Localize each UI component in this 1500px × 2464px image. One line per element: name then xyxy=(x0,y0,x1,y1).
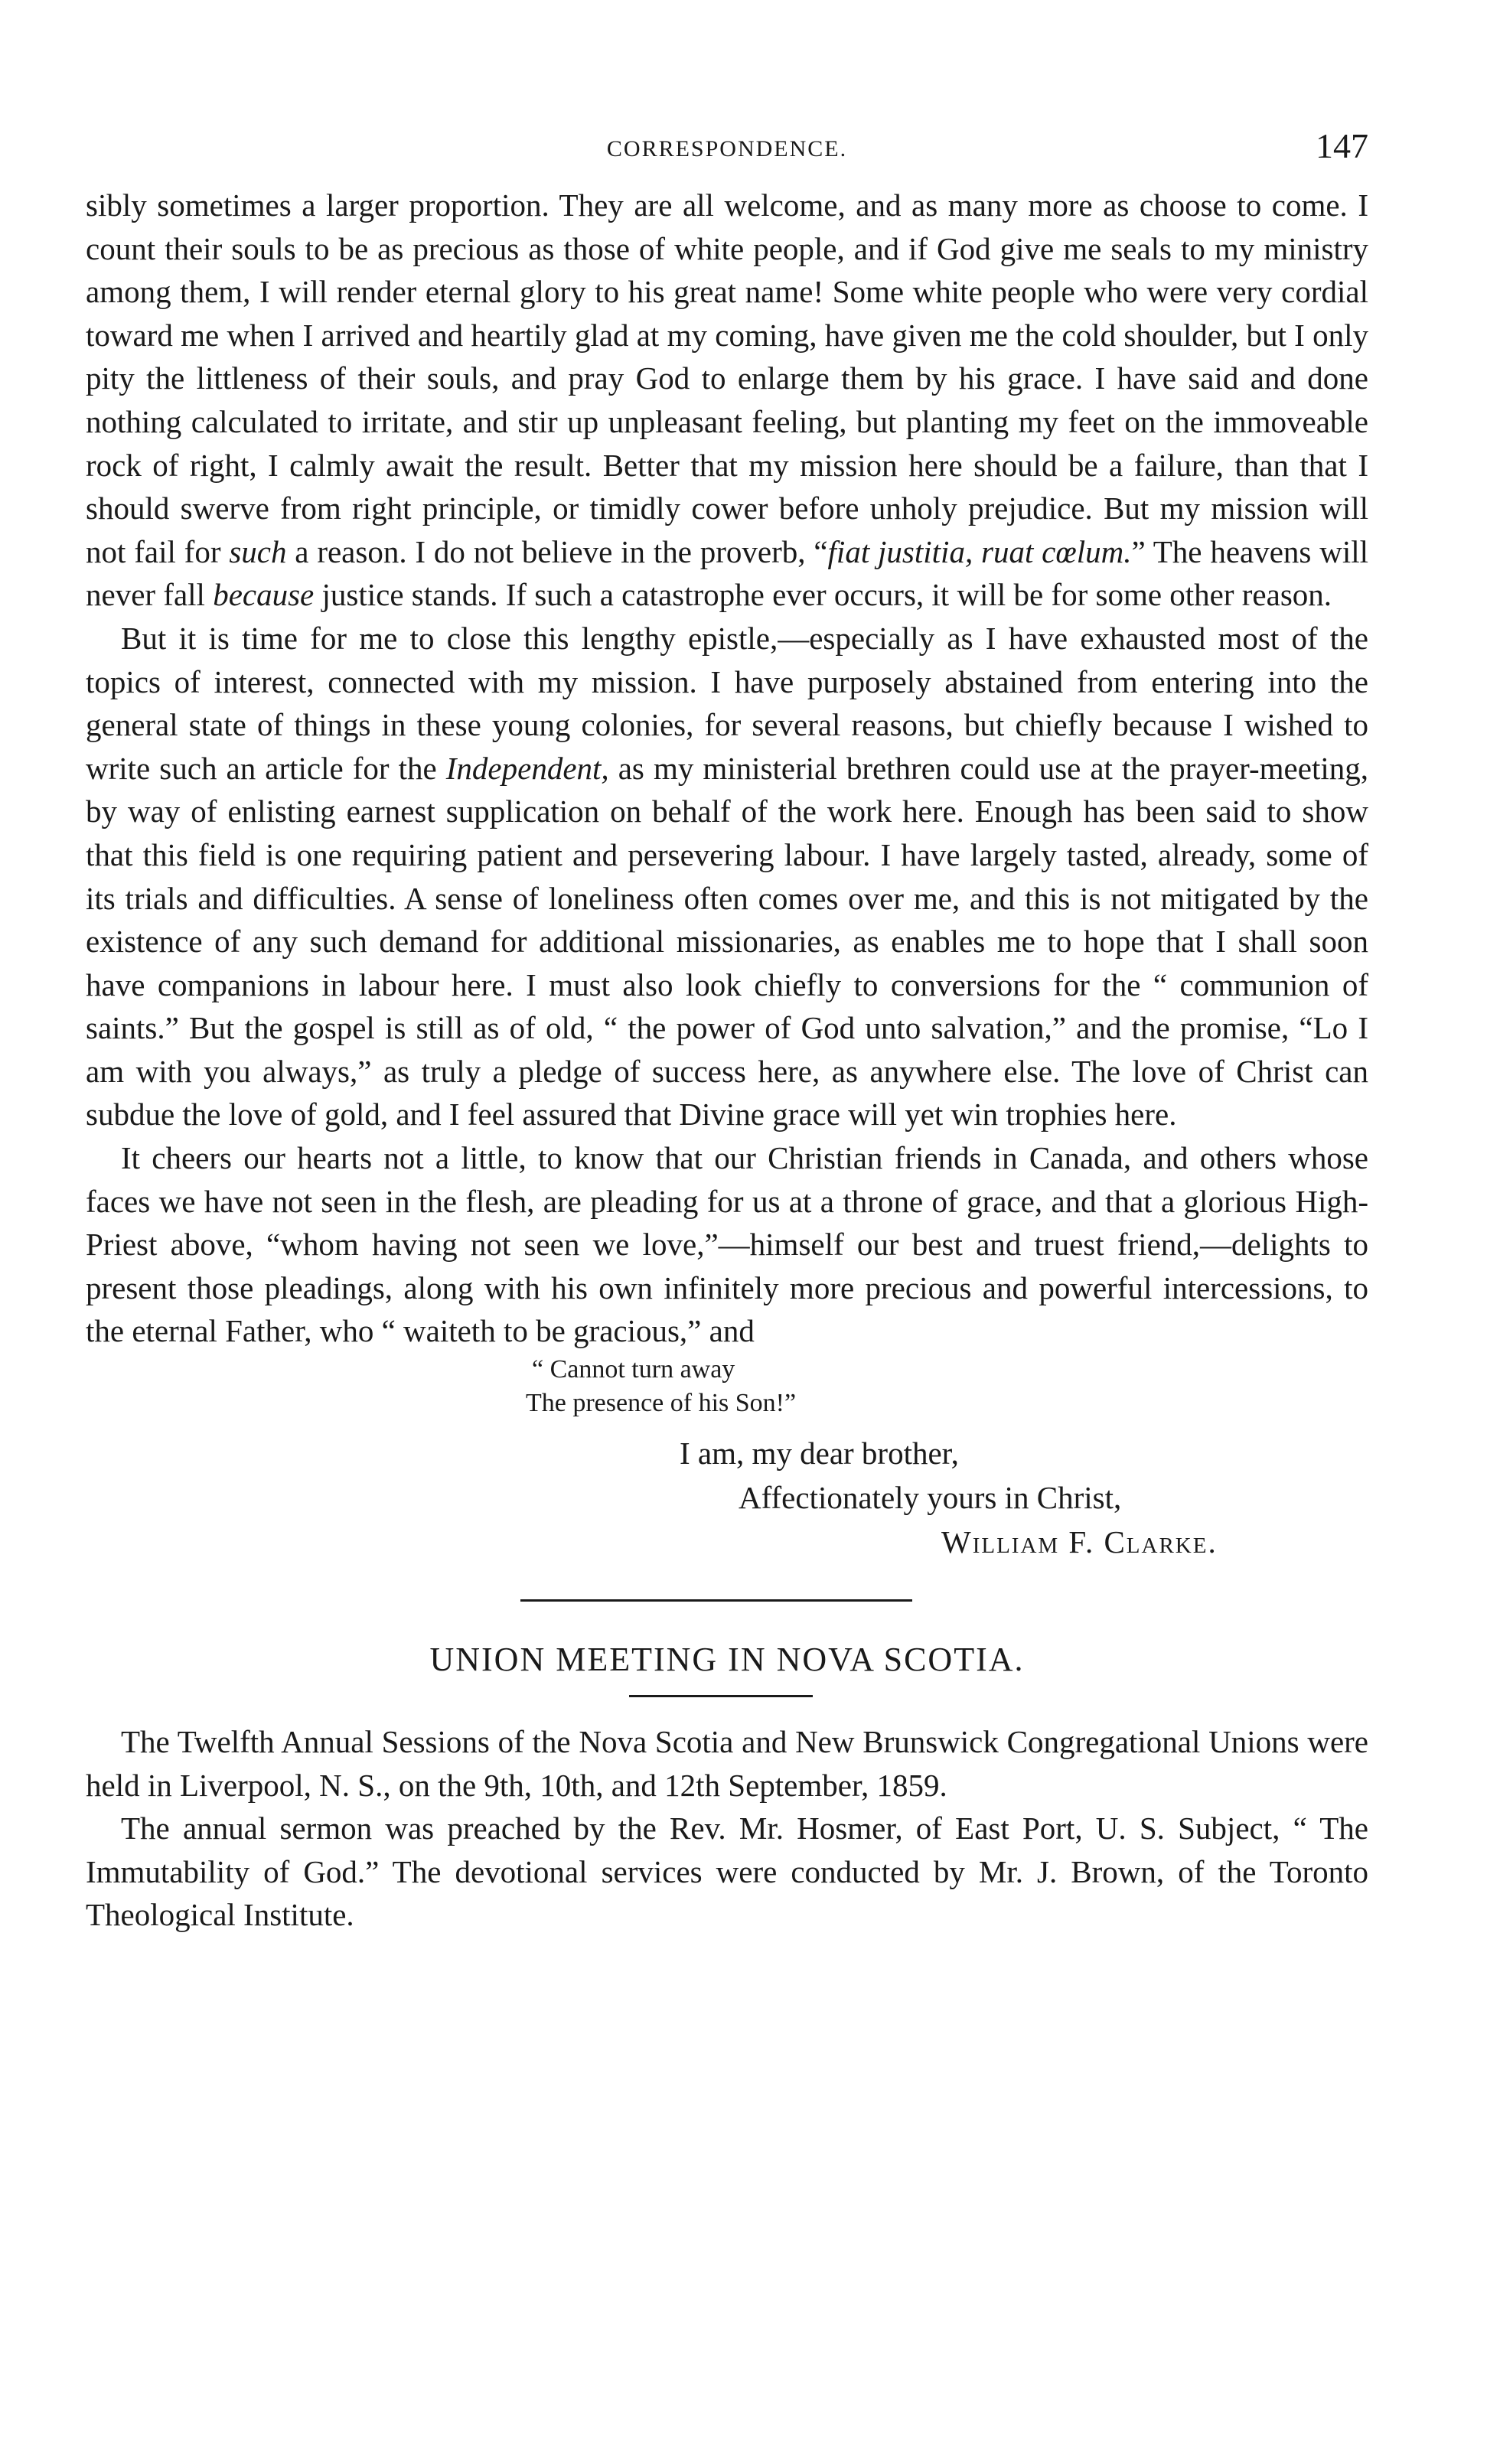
verse-quote xyxy=(526,1353,1368,1420)
verse-line-1: “ Cannot turn away xyxy=(532,1355,735,1384)
italic-text: such xyxy=(229,533,287,569)
letter-closing xyxy=(86,1431,1368,1564)
text-run: But it is time for me to close this lengthy epistle,—especially as I have exhausted most of the topics of interest, connected with my mission. I have purposely abstained from entering into the general state of things in these young colonies, for several reasons, but chiefly because I wished to write such an article for the xyxy=(86,620,1368,786)
letter-paragraph-3: It cheers our hearts not a little, to know that our Christian friends in Canada, and others whose faces we have not seen in the flesh, are pleading for us at a throne of grace, and that a glorious High-Priest above, “whom having not seen we love,”—himself our best and truest friend,—delights to present those pleadings, along with his own infinitely more precious and powerful intercessions, to the eternal Father, who “ waiteth to be gracious,” and xyxy=(86,1140,1368,1349)
closing-salutation: I am, my dear brother, xyxy=(680,1436,959,1472)
verse-line-2: The presence of his Son!” xyxy=(526,1389,797,1418)
italic-text: fiat justitia, ruat cœlum. xyxy=(827,533,1132,569)
text-run: justice stands. If such a catastrophe ever occurs, it will be for some other reason. xyxy=(314,577,1332,613)
section-paragraph-2: The annual sermon was preached by the Rev. Mr. Hosmer, of East Port, U. S. Subject, “ The Immutability of God.” The devotional services were conducted by Mr. J. Brown, of the Toronto Theological Institute. xyxy=(86,1811,1368,1933)
letter-paragraph-2 xyxy=(86,617,1368,1136)
book-page xyxy=(86,115,1368,1937)
text-run: sibly sometimes a larger proportion. They are all welcome, and as many more as choose to come. I count their souls to be as precious as those of white people, and if God give me seals to my ministry among them, I will render eternal glory to his great name! Some white people who were very cordial toward me when I arrived and heartily glad at my coming, have given me the cold shoulder, but I only pity the littleness of their souls, and pray God to enlarge them by his grace. I have said and done nothing calculated to irritate, and stir up unpleasant feeling, but planting my feet on the immoveable rock of right, I calmly await the result. Better that my mission here should be a failure, than that I should swerve from right principle, or timidly cower before unholy prejudice. But my mission will not fail for xyxy=(86,187,1368,569)
text-run: a reason. I do not believe in the proverb, “ xyxy=(286,533,828,569)
signature: William F. Clarke. xyxy=(941,1524,1218,1560)
text-run: as my ministerial brethren could use at the prayer-meeting, by way of enlisting earnest supplication on behalf of the work here. Enough has been said to show that this field is one requiring patient and persevering labour. I have largely tasted, already, some of its trials and difficulties. A sense of loneliness often comes over me, and this is not mitigated by the existence of any such demand for additional missionaries, as enables me to hope that I shall soon have companions in labour here. I must also look chiefly to conversions for the “ communion of saints.” But the gospel is still as of old, “ the power of God unto salvation,” and the promise, “Lo I am with you always,” as truly a pledge of success here, as anywhere else. The love of Christ can subdue the love of gold, and I feel assured that Divine grace will yet win trophies here. xyxy=(86,750,1368,1133)
running-header xyxy=(86,115,1368,184)
running-title: CORRESPONDENCE. xyxy=(606,136,848,161)
title-underline xyxy=(629,1695,813,1697)
letter-paragraph-1 xyxy=(86,184,1368,617)
text-run: ” The heavens will never fall xyxy=(86,533,1368,613)
section-paragraph-1: The Twelfth Annual Sessions of the Nova Scotia and New Brunswick Congregational Unions were held in Liverpool, N. S., on the 9th, 10th, and 12th September, 1859. xyxy=(86,1724,1368,1803)
section-divider xyxy=(520,1599,912,1602)
closing-valediction: Affectionately yours in Christ, xyxy=(739,1480,1122,1516)
page-number: 147 xyxy=(1316,126,1368,165)
italic-text: Independent, xyxy=(445,750,609,786)
section-title: UNION MEETING IN NOVA SCOTIA. xyxy=(429,1641,1025,1679)
italic-text: because xyxy=(213,577,315,613)
